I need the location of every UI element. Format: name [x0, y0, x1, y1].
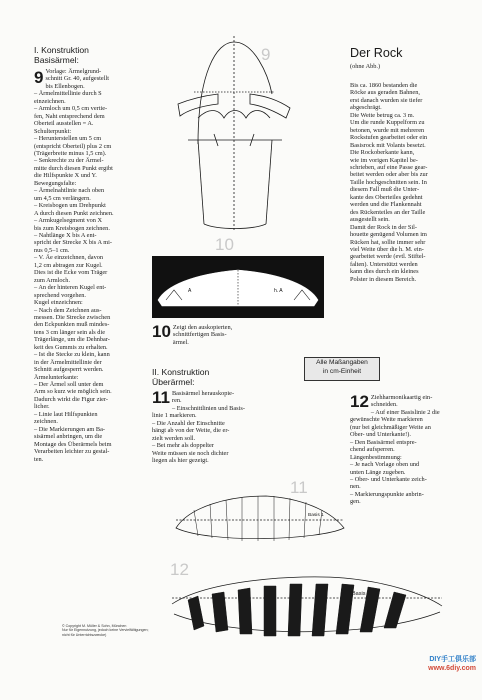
text-line: wie im vorigen Kapitel be- [350, 156, 418, 164]
copyright-line: © Copyright M. Müller & Sohn, München [62, 624, 127, 628]
text-line: – Den Basisärmel entspre- [350, 438, 417, 446]
text-line: um 4,5 cm verlängern. [34, 194, 91, 202]
text-line: schrieben, auf eine Passe gear- [350, 163, 428, 171]
text-line: kante des Oberteiles gedehnt [350, 193, 423, 201]
figure-number-11: 11 [290, 478, 308, 497]
text-line: – Nach dem Zeichnen aus- [34, 306, 102, 314]
text-line: die Hilfspunkte X und Y. [34, 172, 97, 180]
label-h-a: h. A [274, 288, 283, 294]
figure-10-caption [152, 324, 248, 346]
text-line: – Die Markierungen am Ba- [34, 425, 105, 433]
text-line: – Die Anzahl der Einschnitte [152, 419, 225, 427]
text-line: Ober- und Unterkante!). [350, 431, 411, 439]
text-line: – Auf einer Basislinie 2 die [370, 408, 440, 416]
right-text [350, 82, 460, 283]
caption-line: schnittfertigen Basis- [172, 331, 227, 339]
text-line: Oberteil ausstellen = A. [34, 120, 94, 128]
label-a: A [188, 288, 192, 294]
text-line: – Einschnittlinien und Basis- [171, 404, 245, 412]
text-line: – Der Ärmel soll unter dem [34, 381, 104, 389]
copyright-note [62, 624, 172, 637]
text-line: gearbeitet werde (evtl. Stiftel- [350, 253, 426, 261]
text-line: ausgestellt sein. [350, 216, 390, 224]
text-line: unten Länge zugeben. [350, 468, 406, 476]
heading-basisaermel: Basisärmel: [34, 54, 79, 65]
text-line: betonen, wurde mit mehreren [350, 126, 425, 134]
watermark-line-1: DIY手工俱乐部 [429, 656, 476, 663]
text-line: sisärmel anbringen, um die [34, 433, 103, 441]
text-line: Ärmelunterkante: [34, 373, 79, 381]
text-line: falten). Unterstützt werden [350, 260, 418, 268]
title-der-rock: Der Rock [350, 46, 403, 60]
watermark-line-2: www.6diy.com [428, 664, 476, 672]
text-line: bis zum Kreisbogen zeichnen. [34, 224, 110, 232]
text-line: hängt ab von der Weite, die er- [152, 427, 230, 435]
text-line: messen. Die Strecke zwischen [34, 313, 111, 321]
text-line: viel Weite über die h. M. ein- [350, 245, 424, 253]
left-text-lines [34, 68, 144, 463]
text-line: abgeschrägt. [350, 104, 382, 112]
text-line: Trägerlänge, um die Dehnbar- [34, 336, 110, 344]
text-line: sprechend vorgehen. [34, 291, 86, 299]
section-heading-mid [152, 368, 262, 388]
text-line: liegen als hier gezeigt. [152, 457, 209, 465]
text-line: spricht der Strecke X bis A mi- [34, 239, 112, 247]
heading-ueberaermel: Überärmel: [152, 376, 195, 387]
right-text-lines [350, 82, 460, 283]
text-line: A durch diesen Punkt zeichnen. [34, 209, 114, 217]
heading-konstruktion-2: II. Konstruktion [152, 367, 210, 377]
text-line: linie 1 markieren. [152, 412, 197, 420]
text-line: Bewegungsfalte: [34, 179, 77, 187]
text-line: des Rückenteiles an der Taille [350, 208, 426, 216]
step-number-12: 12 [350, 392, 369, 411]
text-line: bis Ellenbogen. [45, 82, 85, 90]
text-line: (Trägerbreite minus 1,5 cm). [34, 149, 107, 157]
text-line: Basisrock mit Volants besetzt. [350, 141, 426, 149]
section-heading-left [34, 46, 144, 66]
text-line: Weite müssen sie noch dichter [152, 449, 229, 457]
text-line: zum Armloch. [34, 276, 71, 284]
text-line: in der Ärmelmittellinie der [34, 358, 102, 366]
text-line: Arm so kurz wie möglich sein. [34, 388, 112, 396]
text-line: chend aufsperren. [350, 446, 395, 454]
figure-number-12: 12 [170, 560, 189, 579]
text-line: Schulterpunkt: [34, 127, 72, 135]
text-line: ten. [34, 455, 44, 463]
text-line: – Armloch um 0,5 cm vertie- [34, 105, 108, 113]
text-line: gewünschte Weite markieren [350, 416, 423, 424]
text-line: licher. [34, 403, 50, 411]
text-line: Damit der Rock in der Sil- [350, 223, 417, 231]
note-line-1: Alle Maßangaben [316, 359, 368, 366]
figure-12-spread-sleeve [168, 574, 446, 654]
text-line: – V. Äe einzeichnen, davon [34, 254, 104, 262]
text-line: kann dies durch ein kleines [350, 268, 419, 276]
text-line: beitet werden oder aber bis zur [350, 171, 428, 179]
text-line: nus 0,5–1 cm. [34, 246, 70, 254]
text-line: houette genügend Volumen im [350, 231, 427, 239]
text-line: – Ärmelnahtlinie nach oben [34, 187, 105, 195]
figure-number-9: 9 [261, 45, 271, 64]
text-line: – Armkugelsegment von X [34, 217, 103, 225]
text-line: diesem Fall muß die Unter- [350, 186, 420, 194]
text-line: Rockstufen gearbeitet oder ein [350, 134, 428, 142]
text-line: den Eckpunkten muß mindes- [34, 321, 110, 329]
text-line: Längenbestimmung: [350, 453, 402, 461]
text-line: einzeichnen. [34, 97, 66, 105]
copyright-line: Nur für Eigennutzung, jedoch keine Vervielfältigungen; [62, 628, 149, 633]
text-line: Taille hochgeschnitten sein. In [350, 178, 427, 186]
text-line: ren. [171, 397, 182, 405]
figure-9-sleeve-construction [158, 34, 308, 234]
text-line: – An der hinteren Kugel ent- [34, 284, 107, 292]
figure-10-pattern [152, 256, 324, 318]
subtitle-ohne-abb: (ohne Abb.) [350, 63, 381, 70]
text-line: – Markierungspunkte anbrin- [350, 490, 424, 498]
text-line: Schnitt aufgesperrt werden. [34, 366, 104, 374]
figure-number-10: 10 [215, 235, 234, 254]
left-instructions [34, 68, 144, 463]
text-line: (entspricht Oberteil) plus 2 cm [34, 142, 112, 150]
text-line: – Nahtlänge X bis A ent- [34, 231, 97, 239]
text-line: – Ist die Stecke zu klein, kann [34, 351, 110, 359]
text-line: Bis ca. 1860 bestanden die [350, 82, 418, 89]
text-line: Basisärmel herauskopie- [171, 390, 235, 397]
text-line: Montage des Überärmels beim [34, 440, 112, 448]
step-number-10: 10 [152, 322, 171, 341]
step-number-9: 9 [34, 68, 44, 87]
site-watermark [392, 656, 476, 673]
caption-line: Zeigt den auskopierten, [172, 324, 233, 331]
label-basis-2: Basis 2 [352, 591, 371, 597]
text-line: Die Rockoberkante kann, [350, 149, 415, 157]
text-line: Ziehharmonikaartig ein- [370, 394, 433, 401]
caption-line: ärmel. [172, 338, 189, 346]
right-instructions-12 [350, 394, 460, 506]
text-line: Kugel einzeichnen: [34, 299, 83, 307]
heading-konstruktion-1: I. Konstruktion [34, 45, 89, 55]
note-line-2: in cm-Einheit [322, 368, 362, 375]
text-line: Polster in diesem Bereich. [350, 275, 417, 283]
label-basis-1: Basis 1 [308, 513, 324, 518]
text-line: zielt werden soll. [152, 434, 196, 442]
text-line: erst danach wurden sie tiefer [350, 96, 423, 104]
text-line: mitte durch diesen Punkt ergibt [34, 164, 113, 172]
text-line: tens 3 cm länger sein als die [34, 328, 105, 336]
text-line: – Herunterstellen um 5 cm [34, 135, 102, 143]
text-line: 1,2 cm abtragen zur Kugel. [34, 261, 103, 269]
text-line: – Kreisbogen um Drehpunkt [34, 202, 106, 210]
text-line: keit des Gummis zu erhalten. [34, 343, 108, 351]
text-line: – Ärmelmittellinie durch S [34, 90, 102, 98]
text-line: – Linie laut Hilfspunkten [34, 410, 98, 418]
text-line: Rücken hat, sollte immer sehr [350, 238, 426, 246]
text-line: fen, Naht entsprechend dem [34, 112, 105, 120]
figure-10-panel [152, 256, 324, 318]
text-line: Dadurch wirkt die Figur zier- [34, 395, 109, 403]
text-line: zeichnen. [34, 418, 58, 426]
text-line: – Ober- und Unterkante zeich- [350, 475, 427, 483]
text-line: werden und die Flankennaht [350, 201, 422, 209]
text-line: nen. [350, 483, 361, 491]
text-line: Um die runde Kuppelform zu [350, 119, 425, 127]
text-line: schneiden. [370, 401, 398, 409]
text-line: (nur bei gleichmäßiger Weite an [350, 423, 431, 431]
text-line: – Bei mehr als doppelter [152, 442, 214, 450]
copyright-line: nicht für Unterrichtszwecke) [62, 632, 107, 637]
text-line: Verarbeiten leichter zu gestal- [34, 448, 110, 456]
measurement-note-box [304, 357, 380, 381]
text-line: gen. [350, 498, 361, 506]
text-line: Die Weite betrug ca. 3 m. [350, 111, 415, 119]
text-line: Vorlage: Ärmelgrund- [45, 68, 102, 75]
text-line: Röcke aus geraden Bahnen, [350, 89, 420, 97]
text-line: – Senkrechte zu der Ärmel- [34, 157, 104, 165]
step-number-11: 11 [152, 388, 170, 407]
figure-11-sleeve-cut-lines [170, 488, 350, 558]
text-line: Dies ist die Ecke vom Träger [34, 269, 108, 277]
text-line: schnitt Gr. 40, aufgestellt [45, 75, 109, 83]
text-line: – Je nach Vorlage oben und [350, 461, 420, 469]
mid-instructions [152, 390, 256, 465]
